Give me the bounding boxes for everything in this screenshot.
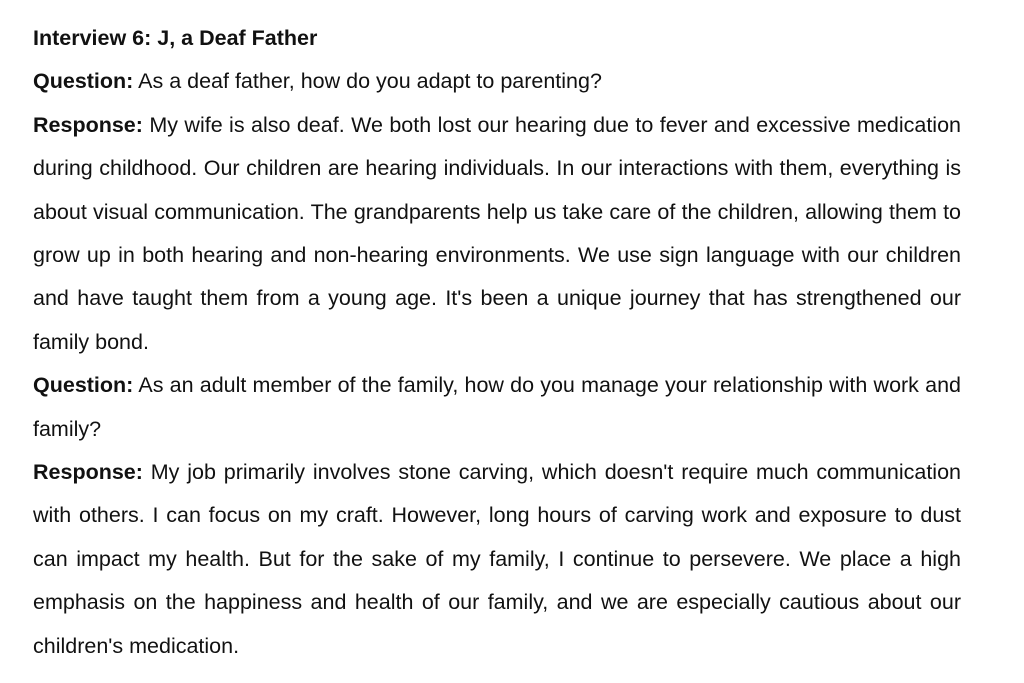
question-text: As a deaf father, how do you adapt to parenting? bbox=[138, 69, 602, 94]
response-label: Response: bbox=[33, 460, 143, 485]
question-paragraph-2 bbox=[33, 364, 961, 451]
response-paragraph-1 bbox=[33, 104, 961, 364]
response-text: My wife is also deaf. We both lost our hearing due to fever and excessive medication during childhood. Our children are hearing individuals. In our interactions with them, everything is about visual communication. The grandparents help us take care of the children, allowing them to grow up in both hearing and non-hearing environments. We use sign language with our children and have taught them from a young age. It's been a unique journey that has strengthened our family bond. bbox=[33, 112, 961, 354]
question-text: As an adult member of the family, how do you manage your relationship with work and family? bbox=[33, 373, 961, 441]
response-text: My job primarily involves stone carving, which doesn't require much communication with others. I can focus on my craft. However, long hours of carving work and exposure to dust can impact my health. But for the sake of my family, I continue to persevere. We place a high emphasis on the happiness and health of our family, and we are especially cautious about our children's medication. bbox=[33, 460, 961, 658]
interview-title: Interview 6: J, a Deaf Father bbox=[33, 26, 318, 50]
question-label: Question: bbox=[33, 373, 134, 398]
question-label: Question: bbox=[33, 69, 134, 94]
response-label: Response: bbox=[33, 112, 143, 137]
response-paragraph-2 bbox=[33, 451, 961, 668]
interview-document bbox=[33, 17, 961, 668]
question-paragraph-1 bbox=[33, 60, 961, 103]
